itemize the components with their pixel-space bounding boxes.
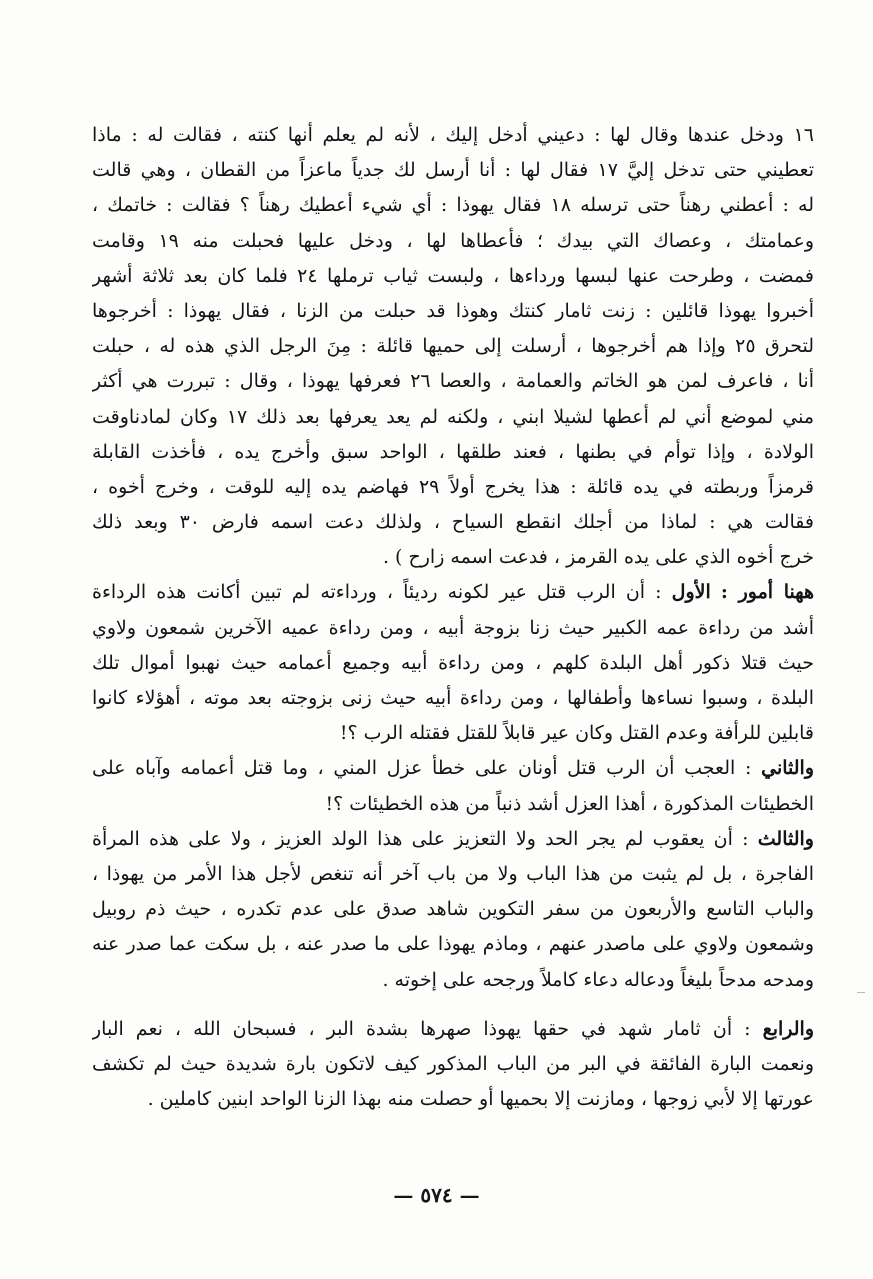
- fourth-line-text: : أن ثامار شهد في حقها يهوذا صهرها بشدة البر ، فسبحان الله ، نعم البار: [92, 1017, 751, 1040]
- first-label: الأول: [671, 581, 711, 604]
- passage-line: مني لموضع أني لم أعطها لشيلا ابني ، ولكنه لم يعد يعرفها بعد ذلك ١٧ وكان لمادناوقت: [92, 405, 814, 428]
- page-number: — ٥٧٤ —: [393, 1183, 480, 1207]
- passage-line: لتحرق ٢٥ وإذا هم أخرجوها ، أرسلت إلى حميها قائلة : مِنَ الرجل الذي هذه له ، حبلت: [92, 335, 814, 358]
- second-label: والثاني: [761, 757, 814, 780]
- paragraph-line: ونعمت البارة الفائقة في البر من الباب المذكور كيف لاتكون بارة شديدة حيث لم تكشف: [92, 1052, 814, 1075]
- passage-line: أنا ، فاعرف لمن هو الخاتم والعمامة ، والعصا ٢٦ فعرفها يهوذا ، وقال : تبررت هي أكثر: [92, 370, 814, 393]
- paragraph-line: ومدحه مدحاً بليغاً ودعاله دعاء كاملاً ورجحه على إخوته .: [382, 968, 814, 991]
- passage-line: قرمزاً وربطته في يده قائلة : هذا يخرج أولاً ٢٩ فهاضم يده إليه للوقت ، وخرج أخوه ،: [92, 475, 814, 498]
- paragraph-line: الخطيئات المذكورة ، أهذا العزل أشد ذنباً من هذه الخطيئات ؟!: [325, 792, 814, 815]
- paragraph-line: الفاجرة ، بل لم يثبت من هذا الباب ولا من باب آخر أنه تنغص لأجل هذا الأمر من يهوذا ،: [92, 862, 814, 885]
- paragraph-line: [92, 1012, 814, 1047]
- passage-line: تعطيني حتى تدخل إليَّ ١٧ فقال لها : أنا أرسل لك جدياً ماعزاً من القطان ، وهي قالت: [92, 159, 814, 182]
- passage-line: وعمامتك ، وعصاك التي بيدك ؛ فأعطاها لها ، ودخل عليها فحبلت منه ١٩ وقامت: [92, 229, 814, 252]
- passage-line: له : أعطني رهناً حتى ترسله ١٨ فقال يهوذا : أي شيء أعطيك رهناً ؟ فقالت : خاتمك ،: [92, 194, 814, 217]
- paragraph-line: والباب التاسع والأربعون من سفر التكوين شاهد صدق على عدم تكدره ، حيث ذم روبيل: [92, 898, 814, 921]
- third-label: والثالث: [757, 827, 814, 850]
- scripture-passage: [92, 118, 814, 575]
- passage-line: فقالت هي : لماذا من أجلك انقطع السياح ، ولذلك دعت اسمه فارض ٣٠ وبعد ذلك: [92, 511, 814, 534]
- paragraph-line: [92, 575, 814, 610]
- paragraph-line: عورتها إلا لأبي زوجها ، ومازنت إلا بحميها أو حصلت منه بهذا الزنا الواحد ابنين كاملين .: [147, 1088, 814, 1111]
- paragraph-line: قابلين للرأفة وعدم القتل وكان عير قابلاً للقتل فقتله الرب ؟!: [339, 722, 814, 745]
- second-line-text: : العجب أن الرب قتل أونان على خطأ عزل المني ، وما قتل أعمامه وآباه على: [92, 757, 752, 780]
- paragraph-line: أشد من رداءة عمه الكبير حيث زنا بزوجة أبيه ، ومن رداءة عميه الآخرين شمعون ولاوي: [92, 616, 814, 639]
- passage-line: فمضت ، وطرحت عنها لبسها ورداءها ، ولبست ثياب ترملها ٢٤ فلما كان بعد ثلاثة أشهر: [92, 264, 814, 287]
- text-column: [92, 118, 814, 1117]
- matters-heading: ههنا أمور :: [720, 581, 814, 604]
- third-line-text: : أن يعقوب لم يجر الحد ولا التعزيز على هذا الولد العزيز ، ولا على هذه المرأة: [92, 827, 749, 850]
- passage-line: ١٦ ودخل عندها وقال لها : دعيني أدخل إليك ، لأنه لم يعلم أنها كنته ، فقالت له : ماذا: [92, 124, 814, 146]
- paragraph-line: [92, 822, 814, 857]
- passage-line: الولادة ، وإذا توأم في بطنها ، فعند طلقها ، الواحد سبق وأخرج يده ، فأخذت القابلة: [92, 440, 814, 463]
- passage-line: أخبروا يهوذا قائلين : زنت ثامار كنتك وهوذا قد حبلت من الزنا ، فقال يهوذا : أخرجوها: [92, 299, 814, 322]
- paragraph-second: [92, 751, 814, 821]
- paragraph-line: حيث قتلا ذكور أهل البلدة كلهم ، ومن رداءة أبيه وجميع أعمامه حيث نهبوا أموال تلك: [92, 651, 814, 674]
- paragraph-line: [92, 751, 814, 786]
- margin-mark: [857, 992, 865, 993]
- paragraph-third: [92, 822, 814, 998]
- paragraph-fourth: [92, 1012, 814, 1118]
- passage-line: خرج أخوه الذي على يده القرمز ، فدعت اسمه زارح ) .: [382, 546, 814, 569]
- fourth-label: والرابع: [762, 1017, 814, 1040]
- paragraph-line: البلدة ، وسبوا نساءها وأطفالها ، ومن رداءة أبيه حيث زنى بزوجته بعد موته ، أهؤلاء كانوا: [92, 687, 814, 709]
- paragraph-line: وشمعون ولاوي على ماصدر عنهم ، وماذم يهوذا على ما صدر عنه ، بل سكت عما صدر عنه: [92, 933, 814, 956]
- paragraph-first: [92, 575, 814, 751]
- first-line-text: : أن الرب قتل عير لكونه رديئاً ، ورداءته لم تبين أكانت هذه الرداءة: [92, 581, 662, 604]
